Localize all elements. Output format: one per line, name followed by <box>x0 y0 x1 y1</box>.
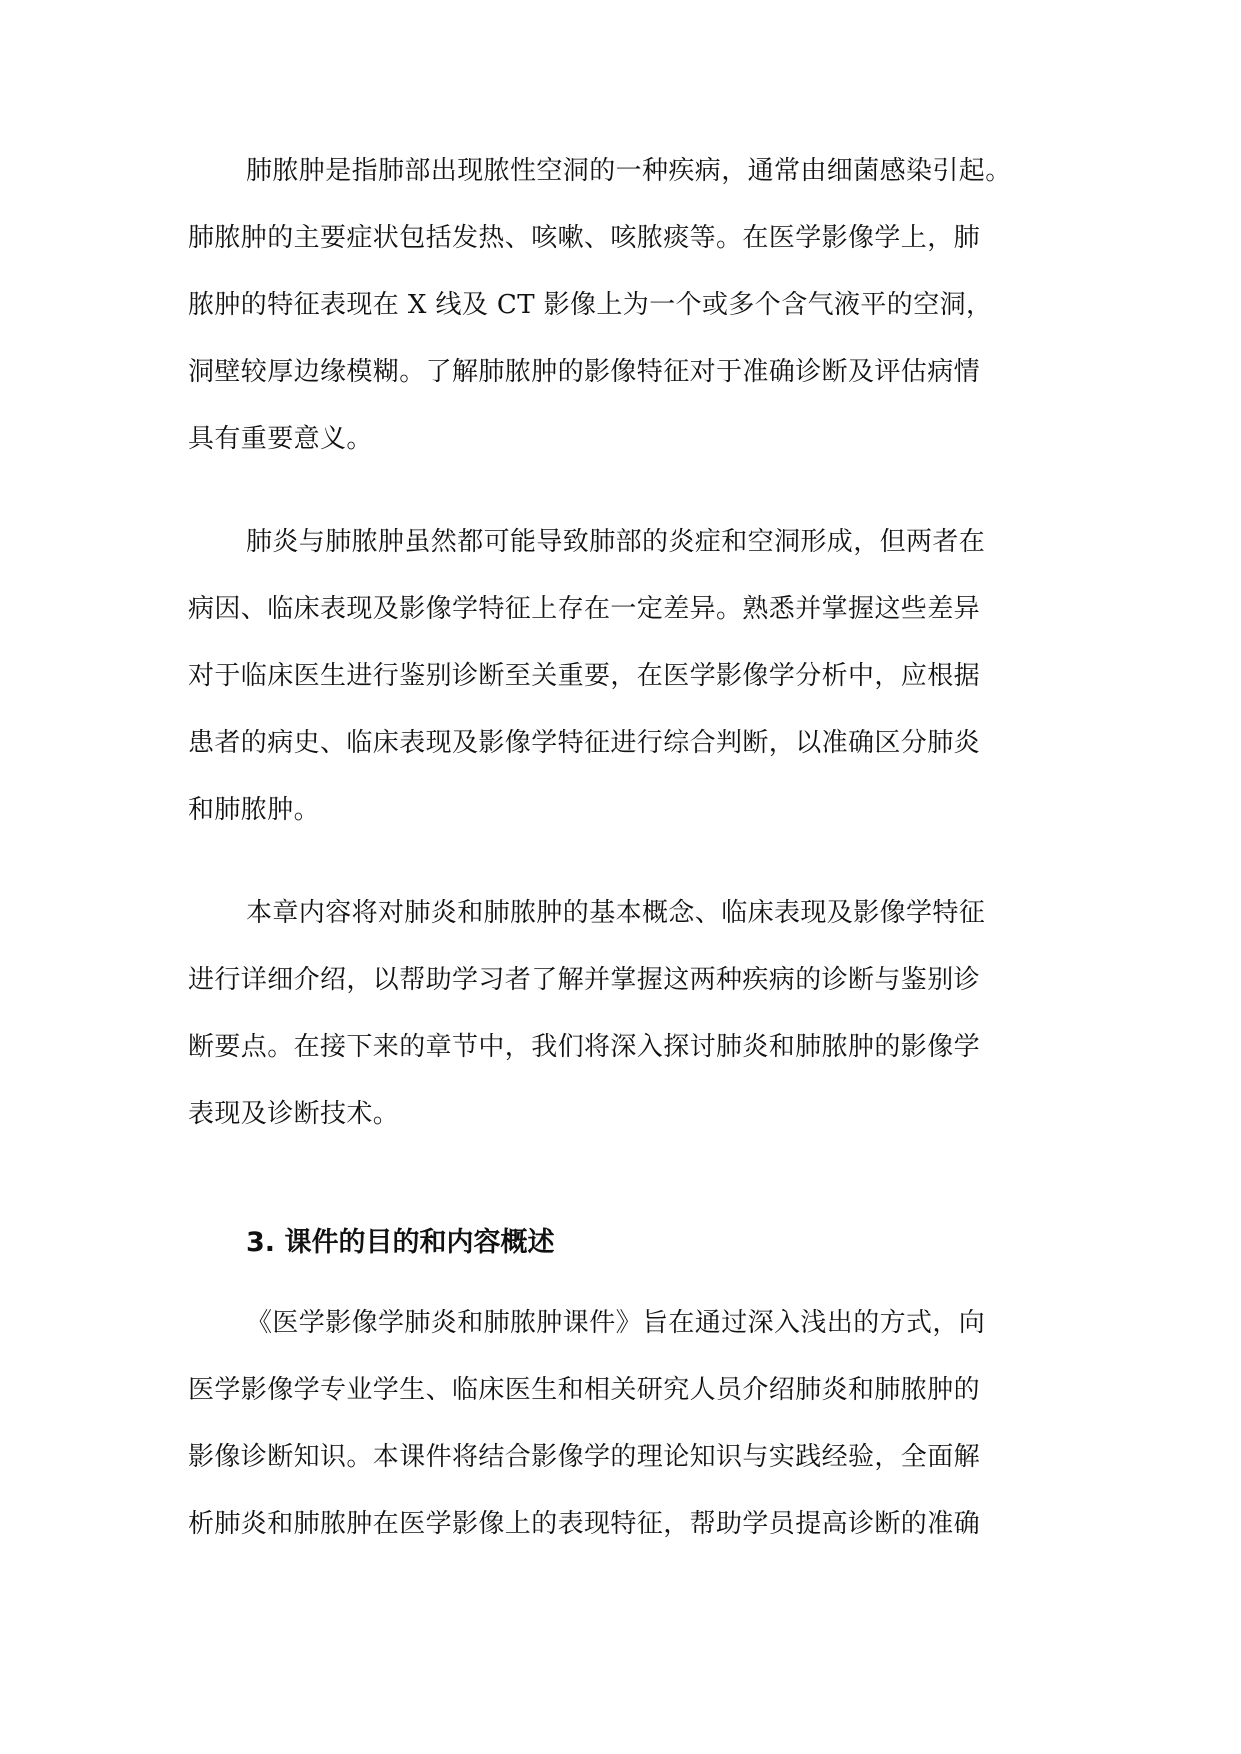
text-line: 对于临床医生进行鉴别诊断至关重要，在医学影像学分析中，应根据 <box>188 661 981 691</box>
text-line: 本章内容将对肺炎和肺脓肿的基本概念、临床表现及影像学特征 <box>246 898 986 928</box>
text-line: 病因、临床表现及影像学特征上存在一定差异。熟悉并掌握这些差异 <box>188 594 981 624</box>
text-line: 肺脓肿的主要症状包括发热、咳嗽、咳脓痰等。在医学影像学上，肺 <box>188 223 981 253</box>
text-line: 影像诊断知识。本课件将结合影像学的理论知识与实践经验，全面解 <box>188 1442 981 1472</box>
text-line: 医学影像学专业学生、临床医生和相关研究人员介绍肺炎和肺脓肿的 <box>188 1375 981 1405</box>
text-line: 具有重要意义。 <box>188 424 373 454</box>
section-heading: 3. 课件的目的和内容概述 <box>246 1227 555 1258</box>
text-line: 肺炎与肺脓肿虽然都可能导致肺部的炎症和空洞形成，但两者在 <box>246 527 986 557</box>
text-line: 进行详细介绍，以帮助学习者了解并掌握这两种疾病的诊断与鉴别诊 <box>188 965 981 995</box>
text-line: 析肺炎和肺脓肿在医学影像上的表现特征，帮助学员提高诊断的准确 <box>188 1509 981 1539</box>
text-line: 患者的病史、临床表现及影像学特征进行综合判断，以准确区分肺炎 <box>188 728 981 758</box>
text-line: 表现及诊断技术。 <box>188 1099 400 1129</box>
text-line: 和肺脓肿。 <box>188 795 321 825</box>
text-line: 脓肿的特征表现在 X 线及 CT 影像上为一个或多个含气液平的空洞， <box>188 290 993 320</box>
text-line: 洞壁较厚边缘模糊。了解肺脓肿的影像特征对于准确诊断及评估病情 <box>188 357 981 387</box>
text-line: 断要点。在接下来的章节中，我们将深入探讨肺炎和肺脓肿的影像学 <box>188 1032 981 1062</box>
text-line: 肺脓肿是指肺部出现脓性空洞的一种疾病，通常由细菌感染引起。 <box>246 156 1012 186</box>
text-line: 《医学影像学肺炎和肺脓肿课件》旨在通过深入浅出的方式，向 <box>246 1308 986 1338</box>
